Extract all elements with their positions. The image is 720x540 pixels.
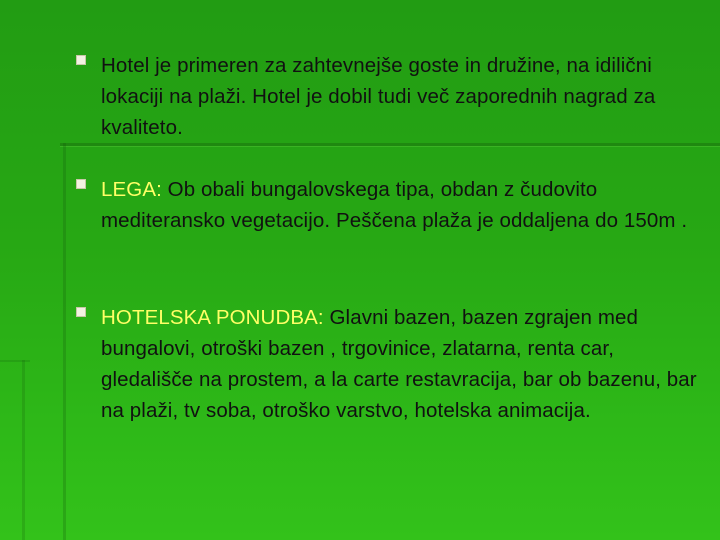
decorative-line: [22, 360, 25, 540]
bullet-keyword: HOTELSKA PONUDBA:: [101, 306, 324, 329]
decorative-line: [60, 143, 720, 146]
bullet-body: Ob obali bungalovskega tipa, obdan z čudovito mediteransko vegetacijo. Peščena plaža je oddaljena do 150m .: [101, 178, 688, 232]
bullet-text: [101, 174, 701, 236]
square-bullet-icon: [76, 55, 86, 65]
square-bullet-icon: [76, 179, 86, 189]
decorative-line: [0, 360, 30, 362]
bullet-text: [101, 50, 701, 143]
bullet-body: Hotel je primeren za zahtevnejše goste in družine, na idilični lokaciji na plaži. Hotel je dobil tudi več zaporednih nagrad za kvaliteto.: [101, 54, 656, 139]
bullet-body: Glavni bazen, bazen zgrajen med bungalovi, otroški bazen , trgovinice, zlatarna, renta car, gledališče na prostem, a la carte restavracija, bar ob bazenu, bar na plaži, tv soba, otroško varstvo, hotelska animacija.: [101, 306, 697, 422]
bullet-text: [101, 302, 701, 426]
bullet-keyword: LEGA:: [101, 178, 162, 201]
decorative-line: [63, 143, 66, 540]
decorative-line: [60, 146, 720, 147]
square-bullet-icon: [76, 307, 86, 317]
